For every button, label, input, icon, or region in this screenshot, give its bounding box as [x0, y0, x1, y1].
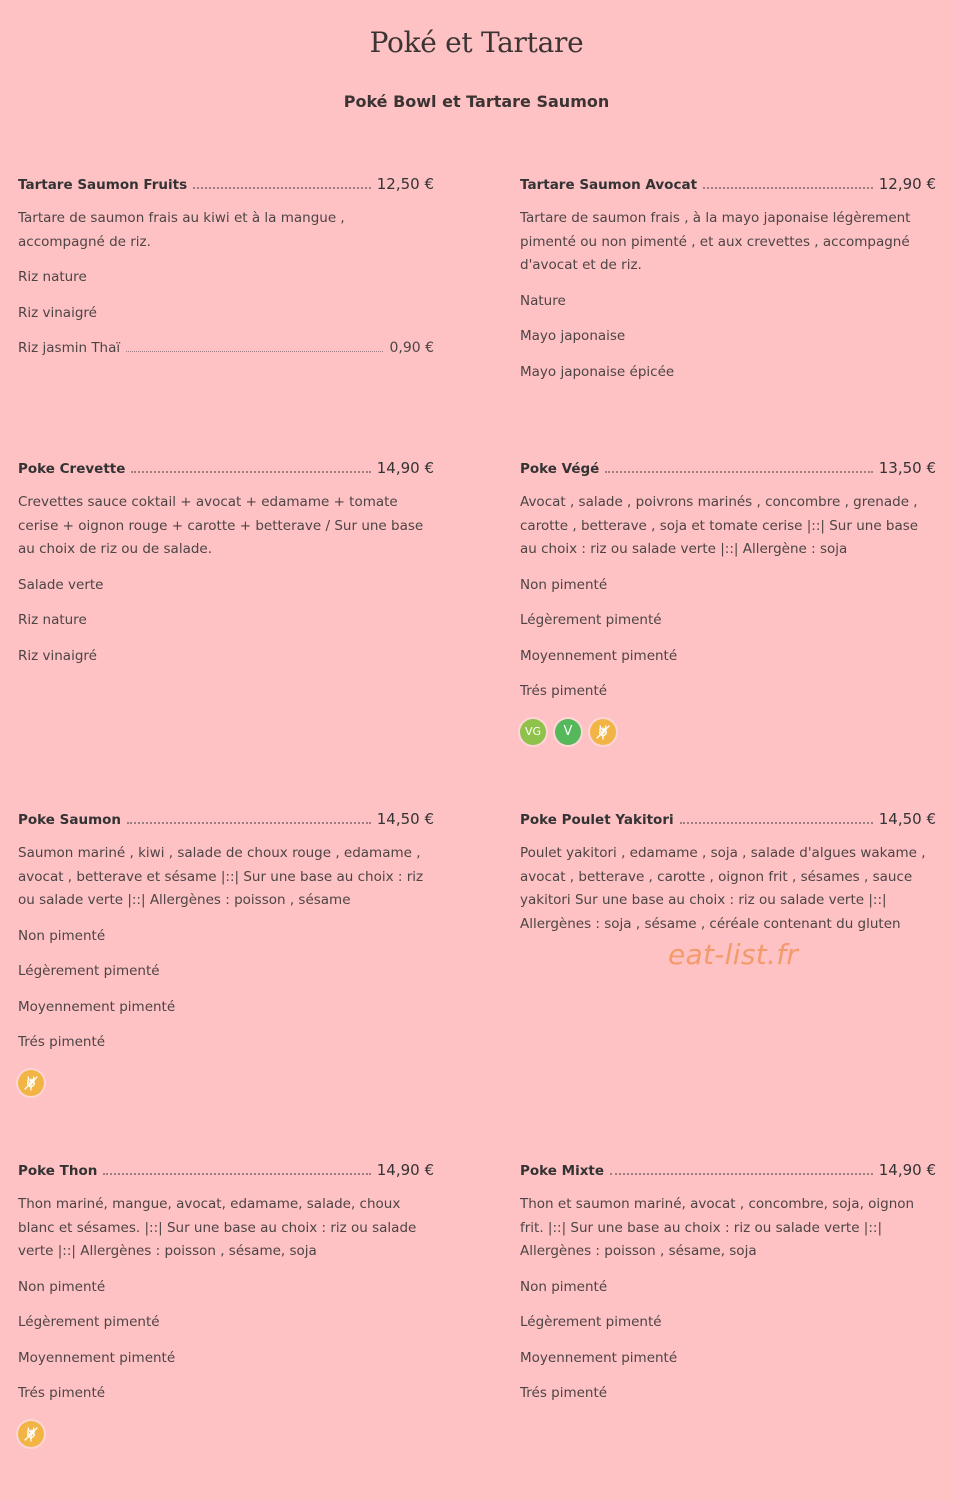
- option-list: [520, 1277, 936, 1419]
- option-item[interactable]: Nature: [520, 292, 566, 309]
- option-item[interactable]: Trés pimenté: [520, 1385, 608, 1401]
- option-item[interactable]: Mayo japonaise: [520, 328, 626, 344]
- dish-name: Poke Poulet Yakitori: [520, 812, 674, 828]
- option-list: [18, 575, 434, 682]
- dish-description: Tartare de saumon frais au kiwi et à la mangue , accompagné de riz.: [18, 210, 345, 250]
- dish-price: 14,50 €: [878, 810, 936, 828]
- dish-name: Tartare Saumon Fruits: [18, 177, 188, 193]
- option-item[interactable]: Non pimenté: [18, 1278, 106, 1295]
- dish-price: 12,50 €: [376, 175, 434, 193]
- dish-description: Thon et saumon mariné, avocat , concombre, soja, oignon frit. |::| Sur une base au choix : riz ou salade verte |::| Allergènes : poisson , sésame, soja: [520, 1196, 915, 1259]
- option-price: 0,90 €: [389, 340, 434, 356]
- option-item[interactable]: Légèrement pimenté: [18, 1314, 160, 1330]
- option-item[interactable]: Moyennement pimenté: [18, 1349, 176, 1366]
- dish-card-poke-thon: [18, 1161, 434, 1447]
- option-item[interactable]: Trés pimenté: [18, 1385, 106, 1401]
- option-item[interactable]: Riz jasmin Thaï 0,90 €: [18, 340, 434, 356]
- option-item[interactable]: Trés pimenté: [18, 1034, 106, 1050]
- dish-name: Tartare Saumon Avocat: [520, 177, 698, 193]
- gluten-free-icon: [590, 719, 616, 745]
- option-list: [18, 267, 434, 374]
- gluten-free-icon: [18, 1421, 44, 1447]
- option-item[interactable]: Non pimenté: [520, 576, 608, 593]
- option-list: [18, 926, 434, 1068]
- option-item[interactable]: Salade verte: [18, 576, 104, 593]
- dish-description: Crevettes sauce coktail + avocat + edamame + tomate cerise + oignon rouge + carotte + betterave / Sur une base au choix de riz ou de salade.: [18, 494, 424, 557]
- option-item[interactable]: Moyennement pimenté: [520, 647, 678, 664]
- dish-name: Poke Saumon: [18, 812, 122, 828]
- dish-name: Poke Thon: [18, 1163, 98, 1179]
- leader-dots: [103, 1163, 370, 1175]
- dish-description: Tartare de saumon frais , à la mayo japonaise légèrement pimenté ou non pimenté , et aux crevettes , accompagné d'avocat et de riz.: [520, 210, 911, 273]
- diet-badges: [520, 719, 936, 745]
- watermark: eat-list.fr: [668, 938, 799, 971]
- dish-card-poke-crevette: [18, 459, 434, 681]
- dish-price: 14,50 €: [376, 810, 434, 828]
- option-item[interactable]: Moyennement pimenté: [520, 1349, 678, 1366]
- dish-price: 14,90 €: [376, 1161, 434, 1179]
- dish-card-poke-poulet-yakitori: [520, 810, 936, 936]
- option-item[interactable]: Moyennement pimenté: [18, 998, 176, 1015]
- dish-card-tartare-saumon-avocat: [520, 175, 936, 397]
- dish-name: Poke Crevette: [18, 461, 126, 477]
- leader-dots: [680, 812, 873, 824]
- dish-description: Thon mariné, mangue, avocat, edamame, salade, choux blanc et sésames. |::| Sur une base au choix : riz ou salade verte |::| Allergènes : poisson , sésame, soja: [18, 1196, 417, 1259]
- option-list: [520, 575, 936, 717]
- leader-dots: [605, 461, 872, 473]
- diet-badges: [18, 1421, 434, 1447]
- option-item[interactable]: Légèrement pimenté: [520, 612, 662, 628]
- leader-dots: [703, 177, 873, 189]
- dish-card-poke-saumon: [18, 810, 434, 1096]
- leader-dots: [127, 812, 371, 824]
- gluten-free-icon: [18, 1070, 44, 1096]
- dish-description: Avocat , salade , poivrons marinés , concombre , grenade , carotte , betterave , soja et tomate cerise |::| Sur une base au choix : riz ou salade verte |::| Allergène : soja: [520, 494, 919, 557]
- page-title: Poké et Tartare: [369, 26, 584, 59]
- dish-description: Poulet yakitori , edamame , soja , salade d'algues wakame , avocat , betterave , carotte , oignon frit , sésames , sauce yakitori Sur une base au choix : riz ou salade verte |::| Allergènes : soja , sésame , céréale contenant du gluten: [520, 845, 926, 932]
- leader-dots: [610, 1163, 873, 1175]
- vegetarian-badge-icon: V: [555, 719, 581, 745]
- dish-price: 12,90 €: [878, 175, 936, 193]
- dish-price: 14,90 €: [878, 1161, 936, 1179]
- vegan-badge-icon: VG: [520, 719, 546, 745]
- leader-dots: [193, 177, 371, 189]
- dish-card-tartare-saumon-fruits: [18, 175, 434, 374]
- option-item[interactable]: Riz nature: [18, 612, 87, 628]
- option-list: [18, 1277, 434, 1419]
- option-item[interactable]: Trés pimenté: [520, 683, 608, 699]
- leader-dots: [131, 461, 370, 473]
- diet-badges: [18, 1070, 434, 1096]
- dish-description: Saumon mariné , kiwi , salade de choux rouge , edamame , avocat , betterave et sésame |::| Sur une base au choix : riz ou salade verte |::| Allergènes : poisson , sésame: [18, 845, 424, 908]
- option-item[interactable]: Riz nature: [18, 269, 87, 285]
- dish-price: 13,50 €: [878, 459, 936, 477]
- option-item[interactable]: Riz vinaigré: [18, 304, 97, 321]
- dish-name: Poke Végé: [520, 461, 600, 477]
- option-item[interactable]: Légèrement pimenté: [520, 1314, 662, 1330]
- option-item[interactable]: Non pimenté: [520, 1278, 608, 1295]
- page-subtitle: Poké Bowl et Tartare Saumon: [343, 92, 610, 111]
- dish-card-poke-vege: [520, 459, 936, 745]
- option-item[interactable]: Riz vinaigré: [18, 647, 97, 664]
- option-item[interactable]: Non pimenté: [18, 927, 106, 944]
- option-list: [520, 291, 936, 398]
- dish-price: 14,90 €: [376, 459, 434, 477]
- dish-card-poke-mixte: [520, 1161, 936, 1419]
- leader-dots: [126, 343, 383, 352]
- option-item[interactable]: Légèrement pimenté: [18, 963, 160, 979]
- dish-name: Poke Mixte: [520, 1163, 605, 1179]
- option-item[interactable]: Mayo japonaise épicée: [520, 363, 675, 380]
